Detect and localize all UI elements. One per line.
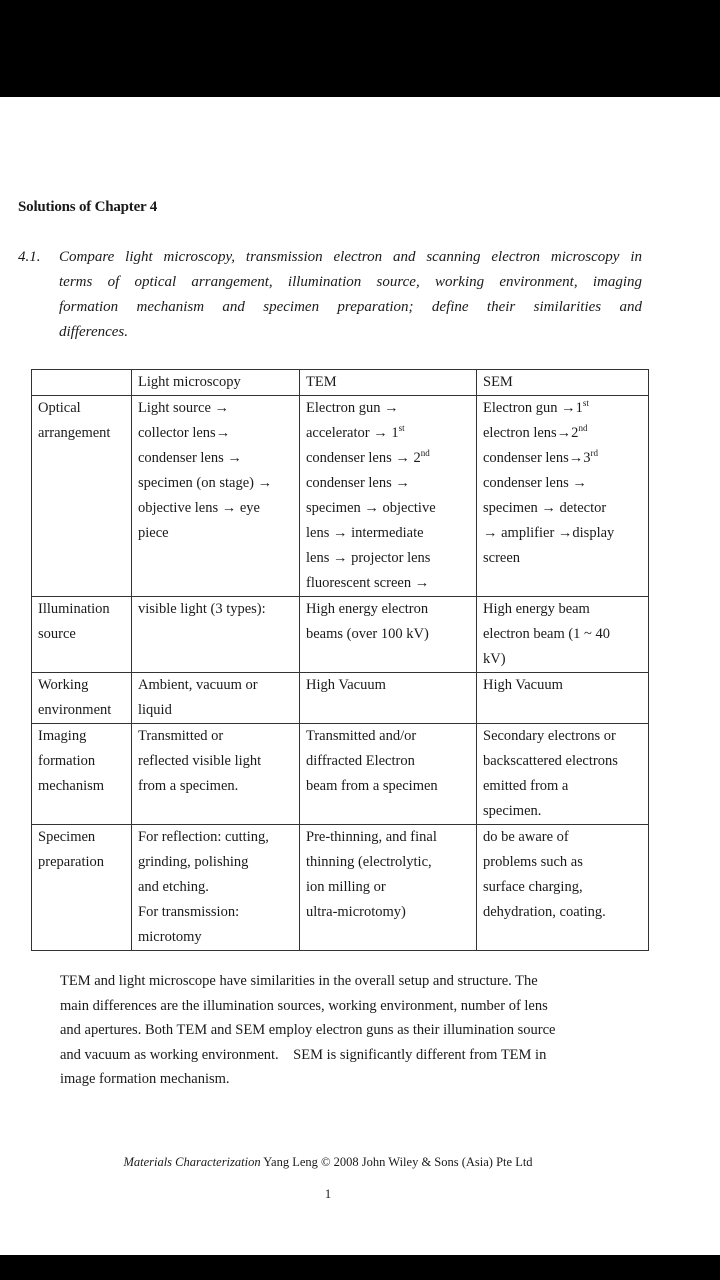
cell-line: liquid [138,702,172,718]
summary-line: main differences are the illumination sources, working environment, number of lens [60,997,548,1014]
cell-line: thinning (electrolytic, [306,854,432,870]
cell-line: do be aware of [483,829,569,845]
table-row-working-environment [32,673,649,724]
page-number: 1 [324,1187,332,1201]
sem-cell [477,396,649,597]
row-label-cell [32,673,132,724]
cell-line: arrangement [38,425,111,441]
footer-book-title: Materials Characterization [123,1155,261,1169]
question-line: formation mechanism and specimen preparation; define their similarities and [59,299,642,315]
cell-line: fluorescent screen → [306,575,430,591]
tem-cell [300,825,477,951]
cell-line: and etching. [138,879,209,895]
cell-line: environment [38,702,112,718]
cell-line: High energy electron [306,601,429,617]
cell-line: → amplifier →display [483,525,615,541]
light-microscopy-cell [132,597,300,673]
sem-cell [477,724,649,825]
page-footer [0,1155,656,1170]
cell-line: emitted from a [483,778,569,794]
cell-line: condenser lens→3rd [483,448,599,466]
cell-line: High Vacuum [483,677,563,693]
cell-line: dehydration, coating. [483,904,606,920]
cell-line: Ambient, vacuum or [138,677,258,693]
cell-line: objective lens → eye [138,500,260,516]
cell-line: diffracted Electron [306,753,415,769]
cell-line: from a specimen. [138,778,239,794]
question-line: terms of optical arrangement, illumination source, working environment, imaging [59,274,642,290]
cell-line: electron beam (1 ~ 40 [483,626,611,642]
question-text [59,245,642,345]
tem-cell [300,724,477,825]
summary-paragraph [60,969,640,1092]
cell-line: High energy beam [483,601,590,617]
cell-line: Secondary electrons or [483,728,616,744]
row-label-cell [32,724,132,825]
summary-line: and vacuum as working environment. SEM is significantly different from TEM in [60,1046,547,1063]
cell-line: condenser lens → [483,475,587,491]
question-4-1 [18,245,642,345]
cell-line: lens → intermediate [306,525,424,541]
row-label-cell [32,825,132,951]
cell-line: collector lens→ [138,425,231,441]
sem-cell [477,597,649,673]
cell-line: grinding, polishing [138,854,249,870]
cell-line: source [38,626,76,642]
cell-line: Specimen [38,829,96,845]
cell-line: beams (over 100 kV) [306,626,429,642]
top-black-bar [0,0,720,97]
cell-line: For reflection: cutting, [138,829,269,845]
cell-line: condenser lens → 2nd [306,448,430,466]
page-title: Solutions of Chapter 4 [18,199,158,215]
cell-line: For transmission: [138,904,240,920]
cell-line: Transmitted or [138,728,224,744]
light-microscopy-cell [132,396,300,597]
row-label-cell [32,597,132,673]
cell-line: Imaging [38,728,87,744]
cell-line: piece [138,525,169,541]
footer-credit: Yang Leng © 2008 John Wiley & Sons (Asia) Pte Ltd [260,1155,533,1169]
cell-line: specimen (on stage) → [138,475,273,491]
cell-line: surface charging, [483,879,583,895]
sem-cell [477,673,649,724]
cell-line: Pre-thinning, and final [306,829,437,845]
table-row-specimen-preparation [32,825,649,951]
light-microscopy-cell [132,724,300,825]
table-row-imaging-formation-mechanism [32,724,649,825]
cell-line: specimen → objective [306,500,436,516]
table-row-optical-arrangement [32,396,649,597]
cell-line: reflected visible light [138,753,262,769]
sem-cell [477,825,649,951]
document-page [0,97,720,1255]
cell-line: Optical [38,400,81,416]
cell-line: kV) [483,651,506,667]
cell-line: High Vacuum [306,677,386,693]
cell-line: Working [38,677,89,693]
cell-line: microtomy [138,929,202,945]
light-microscopy-cell [132,673,300,724]
summary-line: and apertures. Both TEM and SEM employ electron guns as their illumination source [60,1022,556,1039]
cell-line: accelerator → 1st [306,423,405,441]
cell-line: condenser lens → [306,475,410,491]
tem-cell [300,673,477,724]
cell-line: ultra-microtomy) [306,904,406,920]
header-cell-tem: TEM [300,370,477,396]
header-cell-empty [32,370,132,396]
header-cell-light-microscopy: Light microscopy [132,370,300,396]
cell-line: mechanism [38,778,105,794]
cell-line: condenser lens → [138,450,242,466]
summary-line: TEM and light microscope have similarities in the overall setup and structure. The [60,973,538,989]
cell-line: Transmitted and/or [306,728,417,744]
tem-cell [300,597,477,673]
cell-line: ion milling or [306,879,386,895]
header-cell-sem: SEM [477,370,649,396]
cell-line: lens → projector lens [306,550,431,566]
cell-line: preparation [38,854,105,870]
light-microscopy-cell [132,825,300,951]
cell-line: Light source → [138,400,230,416]
bottom-black-bar [0,1255,720,1280]
table-header-row [32,370,649,396]
cell-line: Electron gun → [306,400,399,416]
comparison-table [31,369,649,951]
question-line: differences. [59,324,129,340]
cell-line: backscattered electrons [483,753,618,769]
cell-line: specimen → detector [483,500,607,516]
cell-line: screen [483,550,521,566]
cell-line: electron lens→2nd [483,423,588,441]
question-number: 4.1. [18,249,41,265]
row-label-cell [32,396,132,597]
cell-line: formation [38,753,96,769]
cell-line: specimen. [483,803,542,819]
table-row-illumination-source [32,597,649,673]
cell-line: problems such as [483,854,583,870]
cell-line: visible light (3 types): [138,601,266,617]
cell-line: beam from a specimen [306,778,438,794]
question-line: Compare light microscopy, transmission electron and scanning electron microscopy in [59,249,642,265]
summary-line: image formation mechanism. [60,1071,230,1088]
tem-cell [300,396,477,597]
cell-line: Illumination [38,601,110,617]
cell-line: Electron gun →1st [483,398,589,416]
